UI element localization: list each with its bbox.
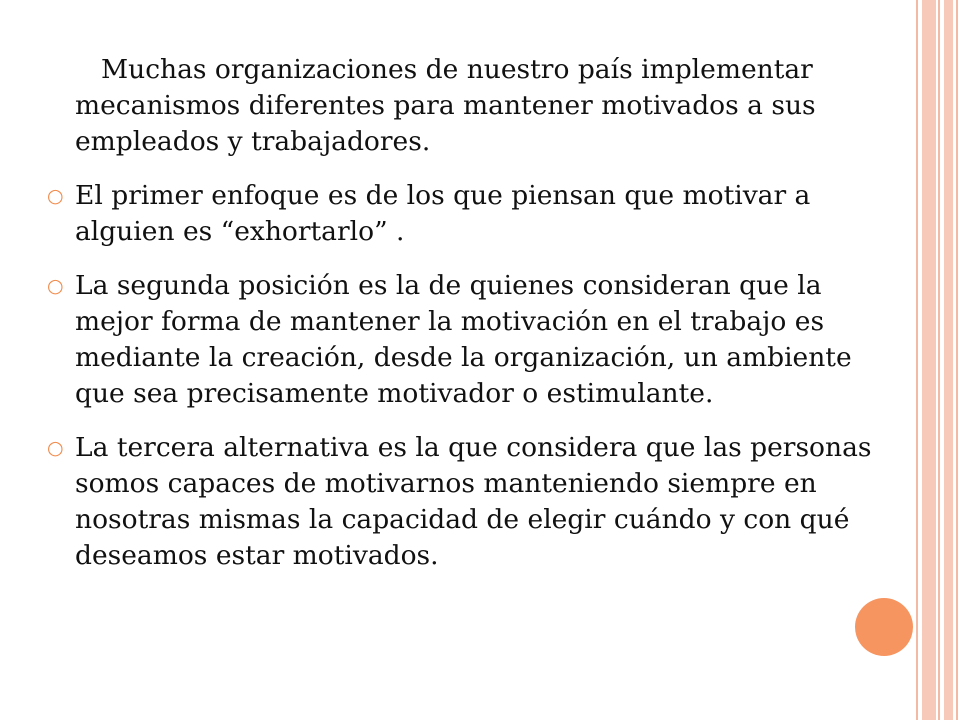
intro-paragraph: Muchas organizaciones de nuestro país implementar mecanismos diferentes para mantener motivados a sus empleados y trabajadores. bbox=[75, 54, 816, 157]
circle-bullet-icon: ○ bbox=[47, 185, 64, 207]
decorative-circle bbox=[855, 598, 913, 656]
decorative-stripes bbox=[916, 0, 960, 720]
circle-bullet-icon: ○ bbox=[47, 275, 64, 297]
stripe-line bbox=[916, 0, 918, 720]
stripe-band bbox=[944, 0, 953, 720]
stripe-band bbox=[922, 0, 936, 720]
bullet-text: El primer enfoque es de los que piensan que motivar a alguien es “exhortarlo” . bbox=[75, 180, 811, 247]
bullet-item-2 bbox=[44, 268, 894, 412]
circle-bullet-icon: ○ bbox=[47, 437, 64, 459]
bullet-item-1 bbox=[44, 178, 894, 250]
bullet-item-3 bbox=[44, 430, 894, 574]
slide-body bbox=[44, 52, 894, 592]
stripe-line bbox=[938, 0, 940, 720]
bullet-text: La segunda posición es la de quienes consideran que la mejor forma de mantener la motivación en el trabajo es mediante la creación, desde la organización, un ambiente que sea precisamente motivador o estimulante. bbox=[75, 270, 852, 409]
bullet-text: La tercera alternativa es la que considera que las personas somos capaces de motivarnos manteniendo siempre en nosotras mismas la capacidad de elegir cuándo y con qué deseamos estar motivados. bbox=[75, 432, 872, 571]
stripe-line bbox=[956, 0, 958, 720]
